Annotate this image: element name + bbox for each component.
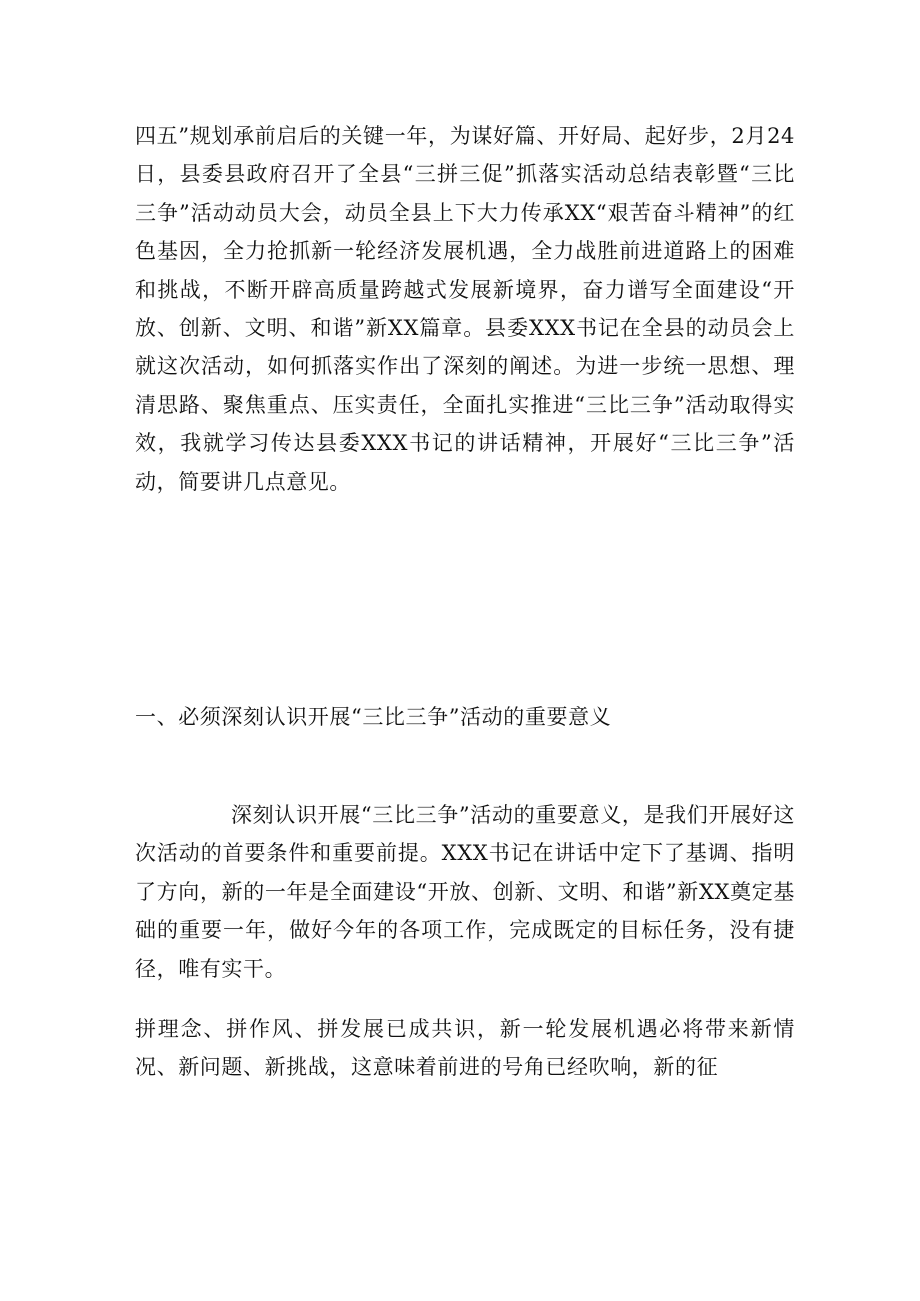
- section-heading: 一、必须深刻认识开展“三比三争”活动的重要意义: [135, 705, 612, 729]
- body-paragraph-1: 四五”规划承前启后的关键一年，为谋好篇、开好局、起好步，2月24日，县委县政府召开了全县“三拼三促”抓落实活动总结表彰暨“三比三争”活动动员大会，动员全县上下大力传承XX“艰苦奋斗精神”的红色基因，全力抢抓新一轮经济发展机遇，全力战胜前进道路上的困难和挑战，不断开辟高质量跨越式发展新境界，奋力谱写全面建设“开放、创新、文明、和谐”新XX篇章。县委XXX书记在全县的动员会上就这次活动，如何抓落实作出了深刻的阐述。为进一步统一思想、理清思路、聚焦重点、压实责任，全面扎实推进“三比三争”活动取得实效，我就学习传达县委XXX书记的讲话精神，开展好“三比三争”活动，简要讲几点意见。: [135, 124, 795, 494]
- body-paragraph-3: 拼理念、拼作风、拼发展已成共识，新一轮发展机遇必将带来新情况、新问题、新挑战，这意味着前进的号角已经吹响，新的征: [135, 1017, 795, 1080]
- body-paragraph-2: 深刻认识开展“三比三争”活动的重要意义，是我们开展好这次活动的首要条件和重要前提。XXX书记在讲话中定下了基调、指明了方向，新的一年是全面建设“开放、创新、文明、和谐”新XX奠定基础的重要一年，做好今年的各项工作，完成既定的目标任务，没有捷径，唯有实干。: [135, 803, 795, 981]
